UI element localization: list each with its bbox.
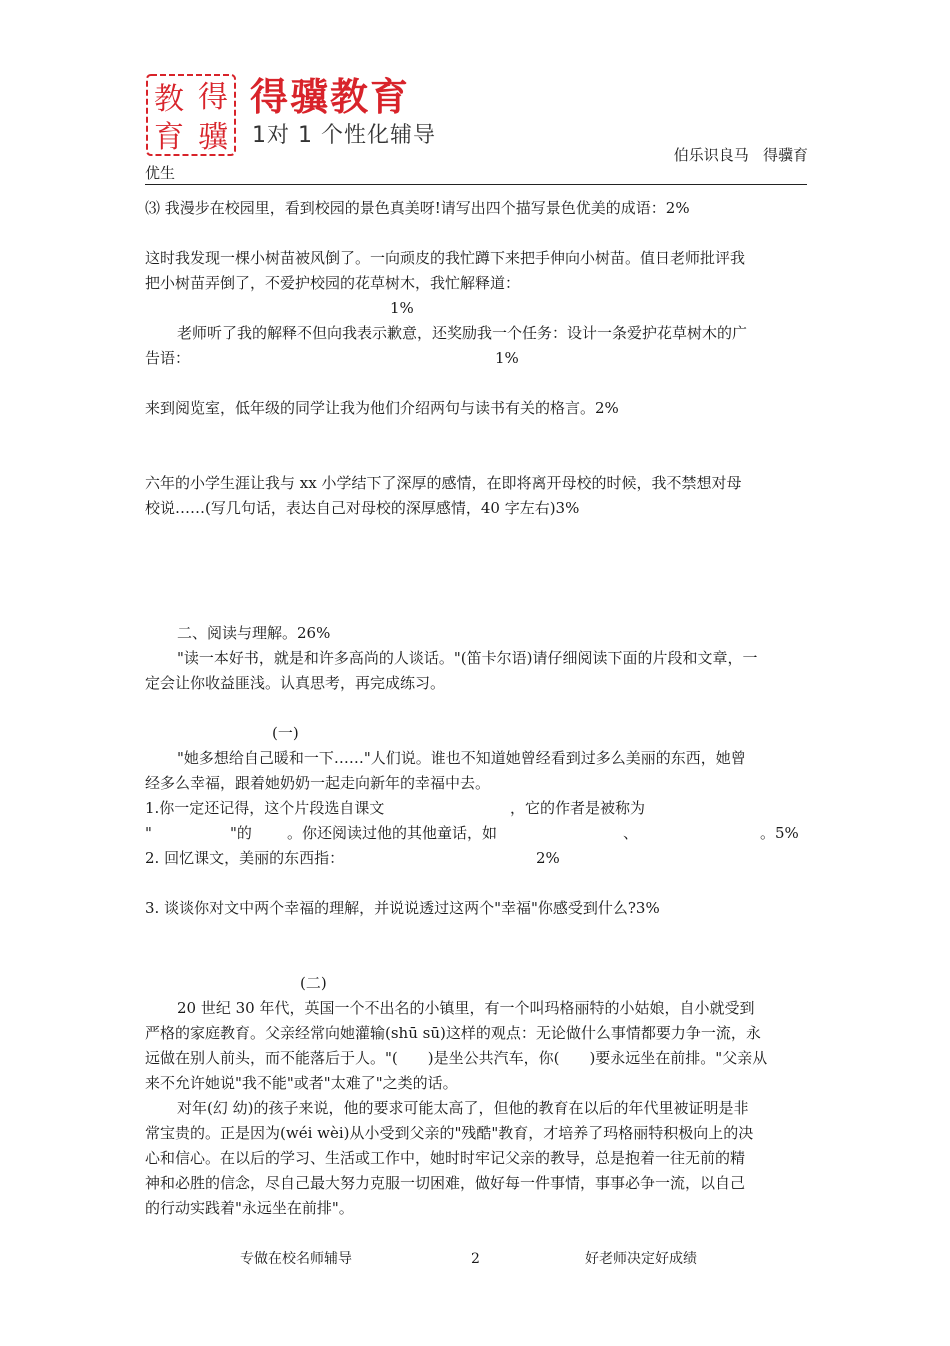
part-2-p1-line-4: 来不允许她说"我不能"或者"太难了"之类的话。	[145, 1074, 458, 1092]
part-1-text-line-1: "她多想给自己暖和一下……"人们说。谁也不知道她曾经看到过多么美丽的东西，她曾	[177, 749, 746, 767]
question-ad-line-1: 老师听了我的解释不但向我表示歉意，还奖励我一个任务：设计一条爱护花草树木的广	[177, 324, 748, 342]
part-1-q2-score: 2%	[536, 849, 560, 867]
question-scenery-idioms: ⑶ 我漫步在校园里，看到校园的景色真美呀!请写出四个描写景色优美的成语：2%	[145, 199, 690, 217]
part-2-p2-line-3: 心和信心。在以后的学习、生活或工作中，她时时牢记父亲的教导，总是抱着一往无前的精	[145, 1149, 746, 1167]
seal-char-1: 教	[154, 82, 184, 117]
question-reading-motto: 来到阅览室，低年级的同学让我为他们介绍两句与读书有关的格言。2%	[145, 399, 619, 417]
section-title-reading: 二、阅读与理解。26%	[177, 624, 331, 642]
header-right-text: 伯乐识良马 得骥育	[673, 146, 808, 164]
part-1-q1-score: 。5%	[760, 824, 799, 842]
seal-char-3: 育	[154, 120, 184, 155]
part-1-q3: 3. 谈谈你对文中两个幸福的理解，并说说透过这两个"幸福"你感受到什么?3%	[145, 899, 660, 917]
part-1-text-line-2: 经多么幸福，跟着她奶奶一起走向新年的幸福中去。	[145, 774, 491, 792]
seal-char-2: 得	[198, 80, 228, 115]
footer-left-text: 专做在校名师辅导	[240, 1251, 352, 1267]
part-1-q1-other-tales: 。你还阅读过他的其他童话，如	[287, 824, 498, 842]
brand-name: 得骥教育	[250, 75, 411, 119]
part-1-q1-open-quote: "	[145, 824, 152, 842]
part-2-p1-line-1: 20 世纪 30 年代，英国一个不出名的小镇里，有一个叫玛格丽特的小姑娘，自小就受到	[177, 999, 755, 1017]
section-intro-line-1: "读一本好书，就是和许多高尚的人谈话。"(笛卡尔语)请仔细阅读下面的片段和文章，一	[177, 649, 758, 667]
question-tree-line-2: 把小树苗弄倒了，不爱护校园的花草树木，我忙解释道：	[145, 274, 521, 292]
part-1-q1-close-quote: "的	[230, 824, 252, 842]
footer-right-text: 好老师决定好成绩	[585, 1251, 697, 1267]
part-2-p2-line-5: 的行动实践着"永远坐在前排"。	[145, 1199, 354, 1217]
part-2-p2-line-1: 对年(幻 幼)的孩子来说，他的要求可能太高了，但他的教育在以后的年代里被证明是非	[177, 1099, 749, 1117]
part-1-q1-separator: 、	[623, 824, 639, 842]
part-2-label: (二)	[300, 974, 327, 992]
part-2-p1-line-2: 严格的家庭教育。父亲经常向她灌输(shū sū)这样的观点：无论做什么事情都要力争一流，永	[145, 1024, 761, 1042]
seal-char-4: 骥	[198, 120, 228, 155]
question-ad-label: 告语：	[145, 349, 191, 367]
header-left-text: 优生	[145, 164, 176, 182]
question-tree-score: 1%	[390, 299, 414, 317]
question-ad-score: 1%	[495, 349, 519, 367]
logo-seal	[145, 73, 237, 157]
question-farewell-line-1: 六年的小学生涯让我与 xx 小学结下了深厚的感情，在即将离开母校的时候，我不禁想对母	[145, 474, 742, 492]
part-2-p1-line-3: 远做在别人前头，而不能落后于人。"( )是坐公共汽车，你( )要永远坐在前排。"父亲从	[145, 1049, 768, 1067]
page-number: 2	[471, 1251, 480, 1267]
question-tree-line-1: 这时我发现一棵小树苗被风倒了。一向顽皮的我忙蹲下来把手伸向小树苗。值日老师批评我	[145, 249, 746, 267]
part-2-p2-line-4: 神和必胜的信念，尽自己最大努力克服一切困难，做好每一件事情，事事必争一流，以自己	[145, 1174, 746, 1192]
part-1-q1-author-prompt: ，它的作者是被称为	[510, 799, 646, 817]
brand-slogan: 1对 1 个性化辅导	[252, 123, 436, 148]
part-1-q1-prompt: 1.你一定还记得，这个片段选自课文	[145, 799, 385, 817]
part-1-q2-prompt: 2. 回忆课文，美丽的东西指：	[145, 849, 345, 867]
section-intro-line-2: 定会让你收益匪浅。认真思考，再完成练习。	[145, 674, 446, 692]
part-1-label: (一)	[272, 724, 299, 742]
question-farewell-line-2: 校说……(写几句话，表达自己对母校的深厚感情，40 字左右)3%	[145, 499, 580, 517]
part-2-p2-line-2: 常宝贵的。正是因为(wéi wèi)从小受到父亲的"残酷"教育，才培养了玛格丽特积极向上的决	[145, 1124, 754, 1142]
header-divider	[145, 184, 807, 185]
